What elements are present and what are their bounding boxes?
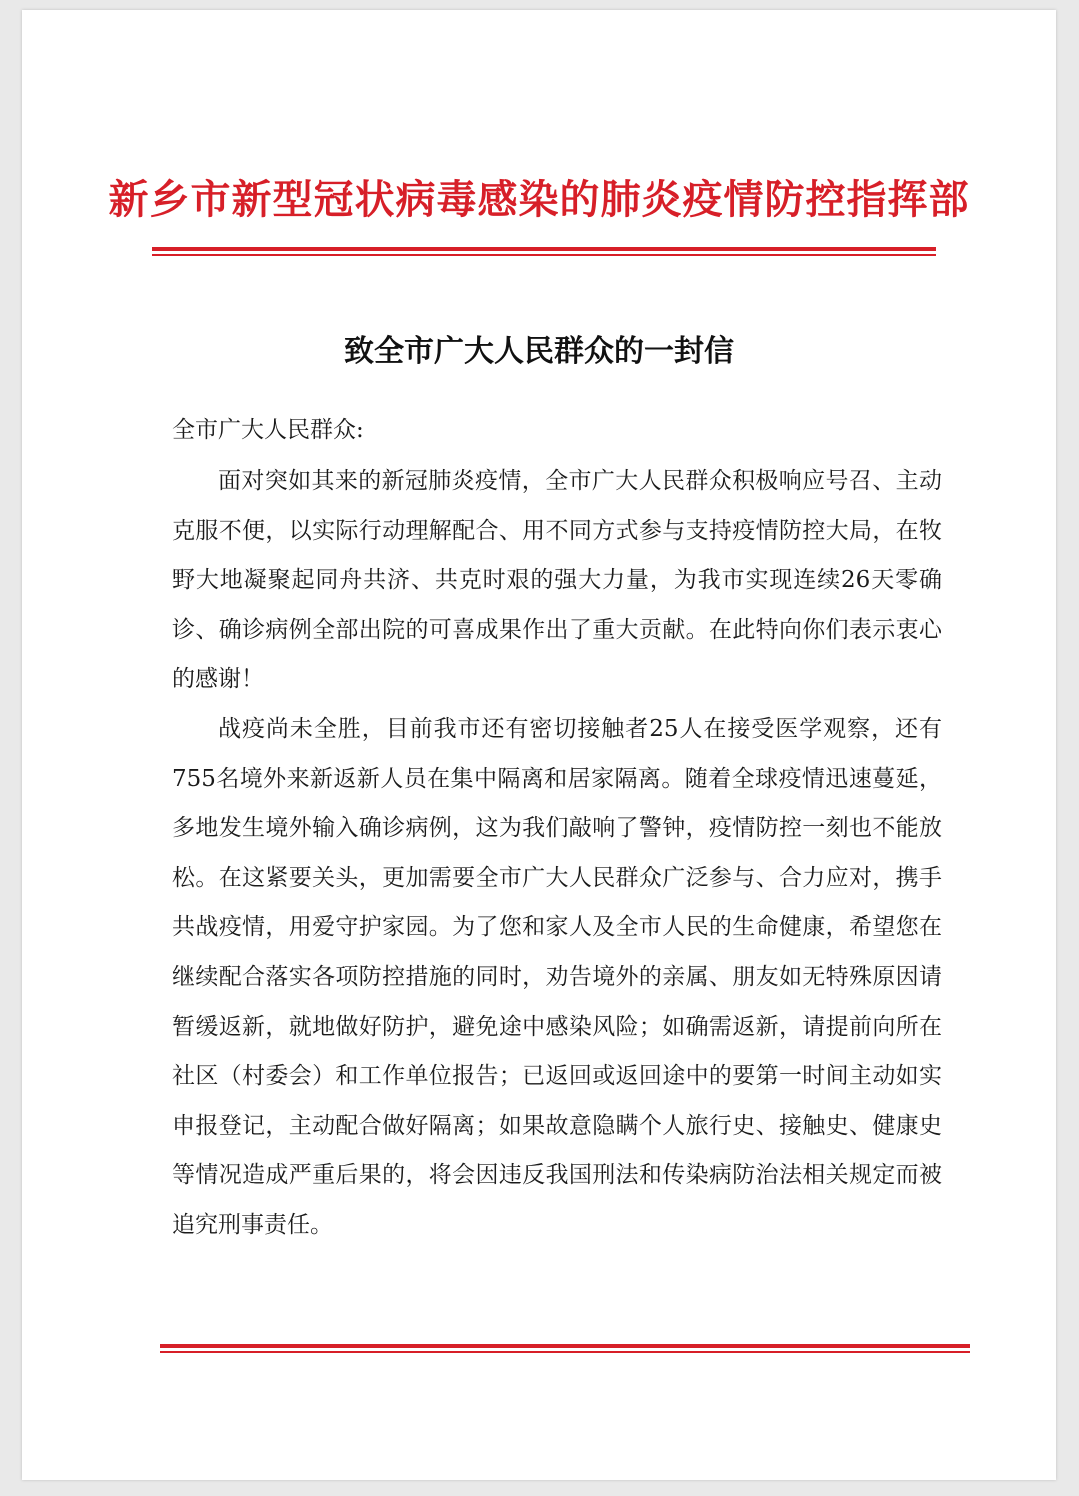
issuer-header: 新乡市新型冠状病毒感染的肺炎疫情防控指挥部 — [108, 176, 970, 223]
letter-title: 致全市广大人民群众的一封信 — [344, 334, 734, 369]
letter-salutation: 全市广大人民群众: — [172, 417, 364, 443]
body-paragraph-2: 战疫尚未全胜，目前我市还有密切接触者25人在接受医学观察，还有755名境外来新返新人员在集中隔离和居家隔离。随着全球疫情迅速蔓延，多地发生境外输入确诊病例，这为我们敲响了警钟，疫情防控一刻也不能放松。在这紧要关头，更加需要全市广大人民群众广泛参与、合力应对，携手共战疫情，用爱守护家园。为了您和家人及全市人民的生命健康，希望您在继续配合落实各项防控措施的同时，劝告境外的亲属、朋友如无特殊原因请暂缓返新，就地做好防护，避免途中感染风险；如确需返新，请提前向所在社区（村委会）和工作单位报告；已返回或返回途中的要第一时间主动如实申报登记，主动配合做好隔离；如果故意隐瞒个人旅行史、接触史、健康史等情况造成严重后果的，将会因违反我国刑法和传染病防治法相关规定而被追究刑事责任。 — [172, 715, 942, 1238]
letter-body — [172, 457, 942, 1251]
body-paragraph-1: 面对突如其来的新冠肺炎疫情，全市广大人民群众积极响应号召、主动克服不便，以实际行动理解配合、用不同方式参与支持疫情防控大局，在牧野大地凝聚起同舟共济、共克时艰的强大力量，为我市实现连续26天零确诊、确诊病例全部出院的可喜成果作出了重大贡献。在此特向你们表示衷心的感谢！ — [172, 468, 942, 693]
document-page — [22, 10, 1056, 1480]
